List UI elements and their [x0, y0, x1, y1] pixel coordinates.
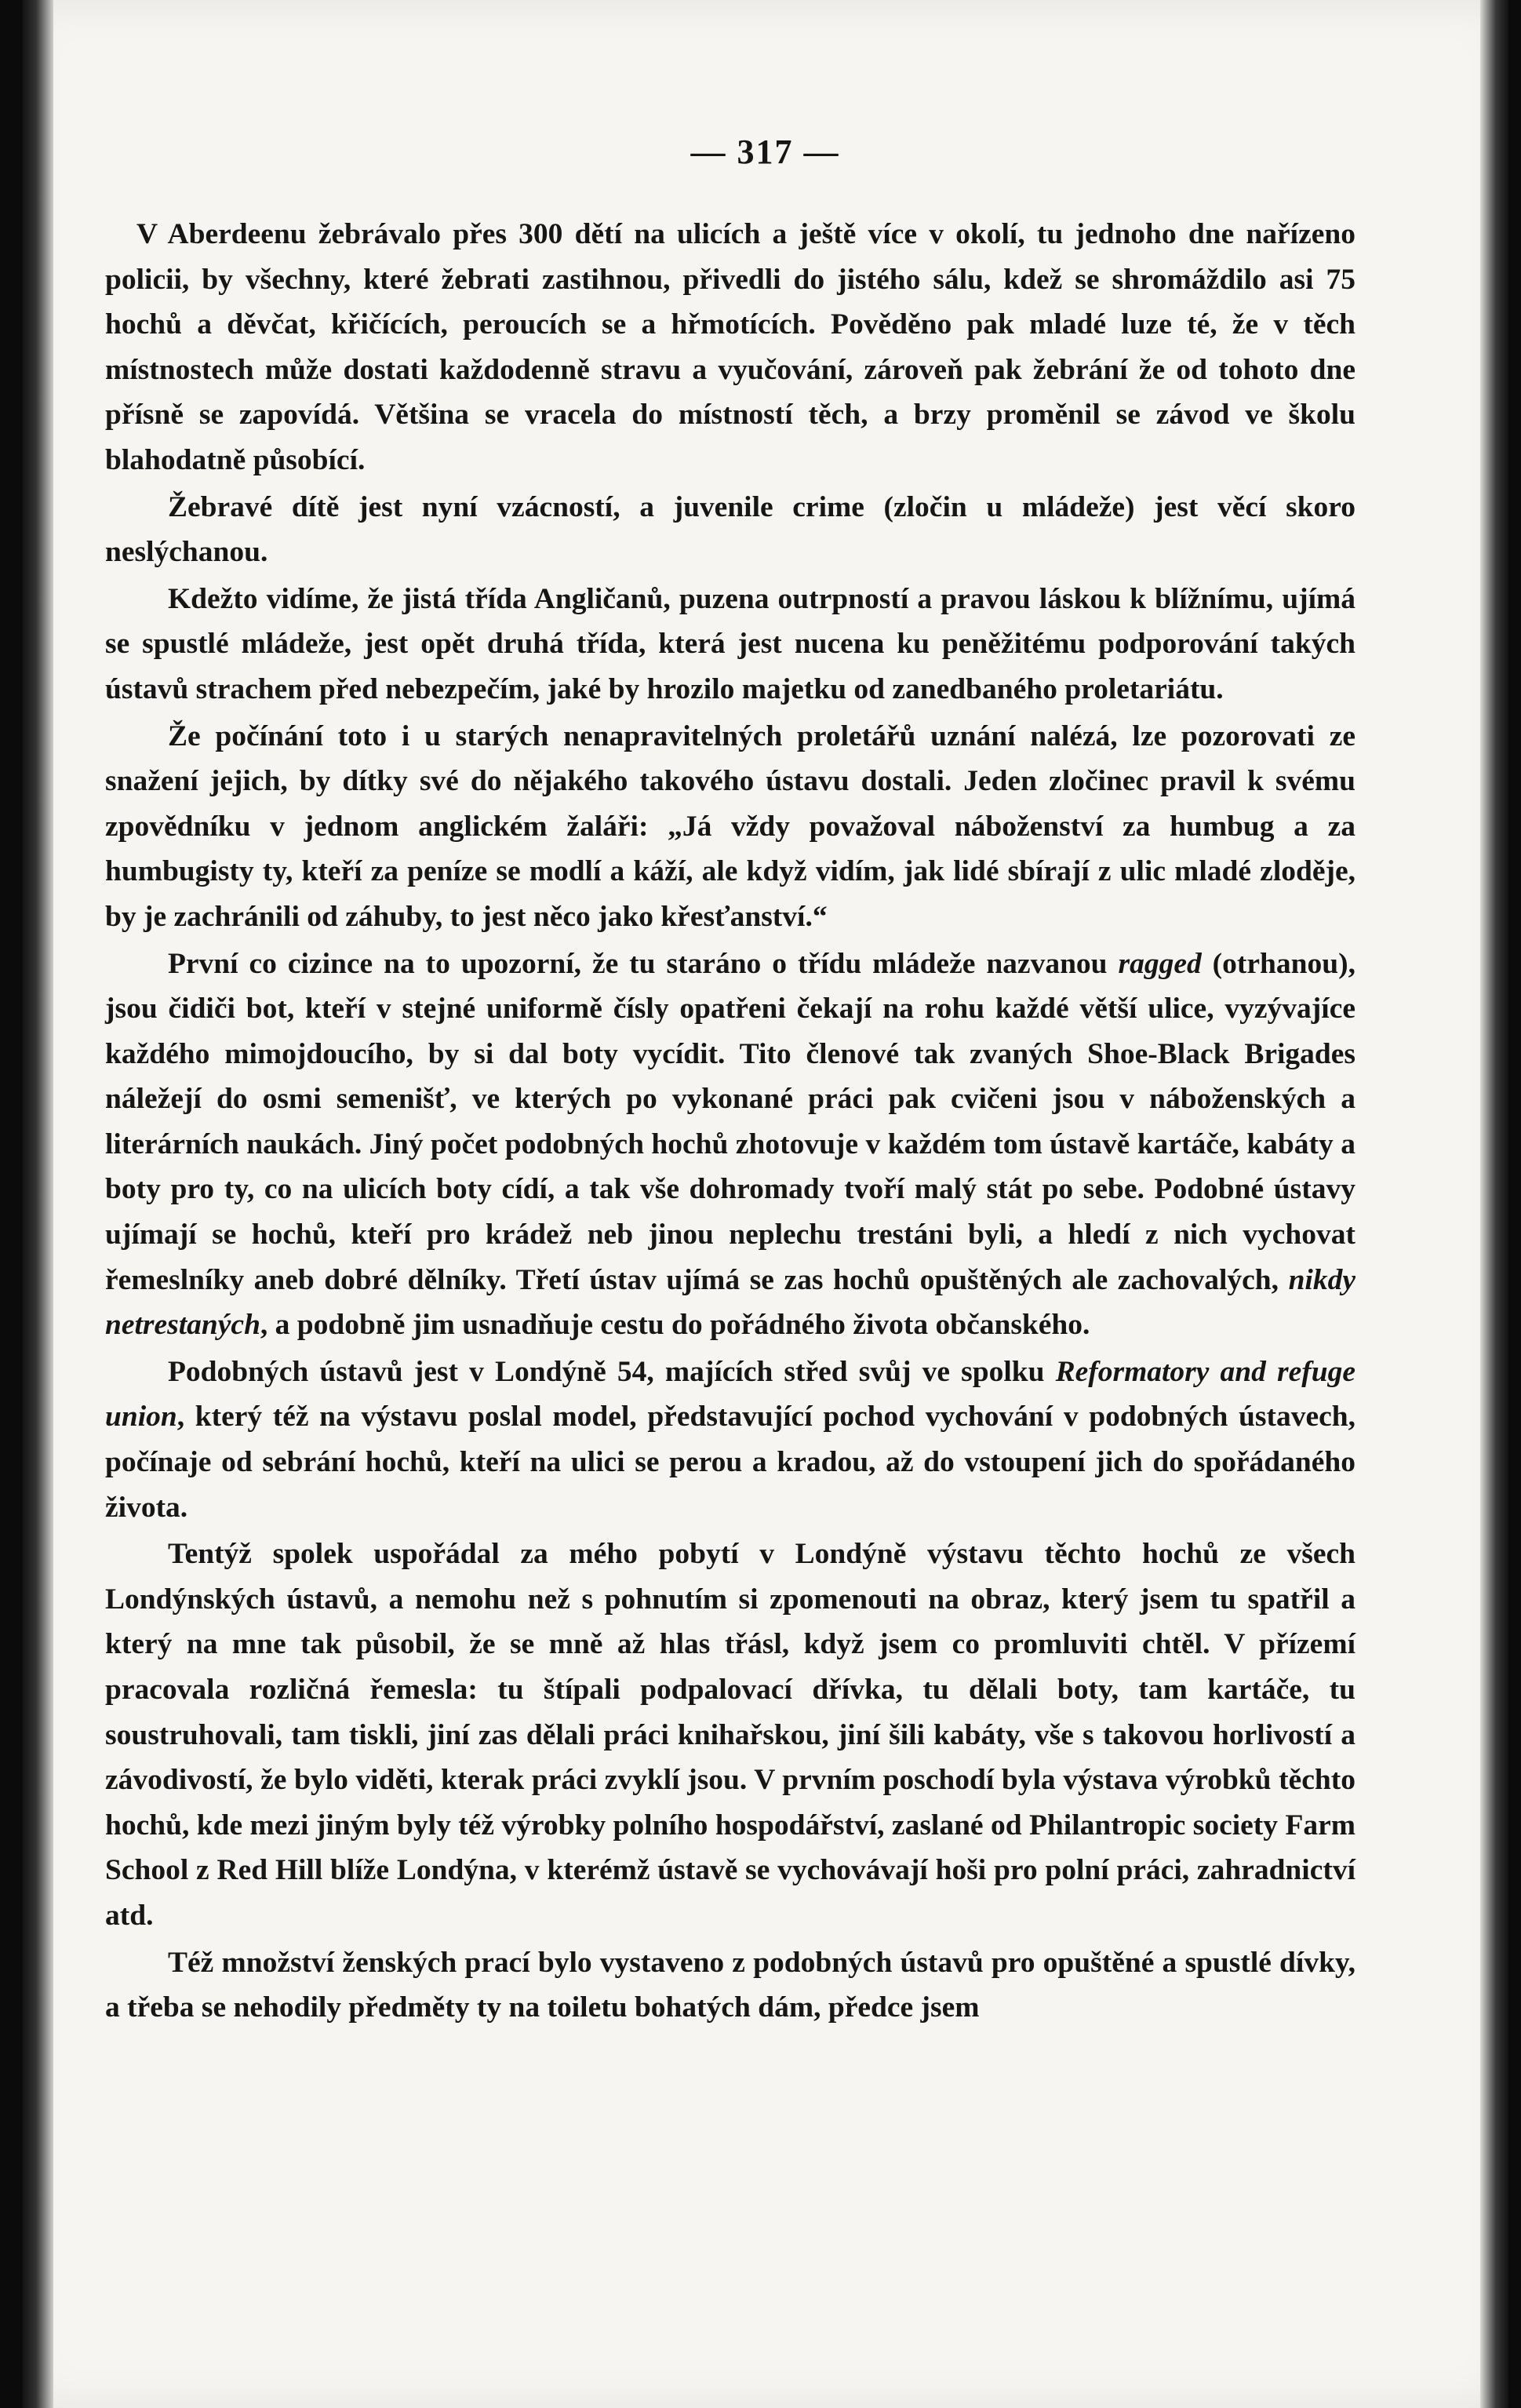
paragraph-4: Že počínání toto i u starých nenapravitelných proletářů uznání nalézá, lze pozorovati ze snažení jejich, by dítky své do nějakého takového ústavu dostali. Jeden zločinec pravil k svému zpovědníku v jednom anglickém žaláři: „Já vždy považoval náboženství za humbug a za humbugisty ty, kteří za peníze se modlí a káží, ale když vidím, jak lidé sbírají z ulic mladé zloděje, by je zachránili od záhuby, to jest něco jako křesťanství.“: [105, 719, 1355, 933]
paragraph-5-italic-nikdy-netrestanych: nikdy netrestaných: [105, 1263, 1355, 1342]
paragraph-6-part-2: , který též na výstavu poslal model, představující pochod vychování v podobných ústavech, počínaje od sebrání hochů, kteří na ulici se perou a kradou, až do vstoupení jich do spořádaného života.: [105, 1401, 1355, 1524]
paragraph-5: [105, 942, 1355, 1348]
paragraph-7: Tentýž spolek uspořádal za mého pobytí v Londýně výstavu těchto hochů ze všech Londýnských ústavů, a nemohu než s pohnutím si zpomenouti na obraz, který jsem tu spatřil a který na mne tak působil, že se mně až hlas třásl, když jsem co promluviti chtěl. V přízemí pracovala rozličná řemesla: tu štípali podpalovací dřívka, tu dělali boty, tam kartáče, tu soustruhovali, tam tiskli, jiní zas dělali práci knihařskou, jiní šili kabáty, vše s takovou horlivostí a závodivostí, že bylo viděti, kterak práci zvyklí jsou. V prvním poschodí byla výstava výrobků těchto hochů, kde mezi jiným byly též výrobky polního hospodářství, zaslané od Philantropic society Farm School z Red Hill blíže Londýna, v kterémž ústavě se vychovávají hoši pro polní práci, zahradnictví atd.: [105, 1538, 1355, 1932]
body-text: [105, 212, 1355, 2031]
page-number: — 317 —: [690, 133, 840, 171]
paragraph-5-part-2: (otrhanou), jsou čidiči bot, kteří v stejné uniformě čísly opatřeni čekají na rohu každé větší ulice, vyzývajíce každého mimojdoucího, by si dal boty vycídit. Tito členové tak zvaných Shoe-Black Brigades náležejí do osmi semenišť, ve kterých po vykonané práci pak cvičeni jsou v náboženských a literárních naukách. Jiný počet podobných hochů zhotovuje v každém tom ústavě kartáče, kabáty a boty pro ty, co na ulicích boty cídí, a tak vše dohromady tvoří malý stát po sebe. Podobné ústavy ujímají se hochů, kteří pro krádež neb jinou neplechu trestáni byli, a hledí z nich vychovat řemeslníky aneb dobré dělníky. Třetí ústav ujímá se zas hochů opuštěných ale zachovalých,: [105, 947, 1355, 1296]
paragraph-8: Též množství ženských prací bylo vystaveno z podobných ústavů pro opuštěné a spustlé dívky, a třeba se nehodily předměty ty na toiletu bohatých dám, předce jsem: [105, 1946, 1355, 2024]
paragraph-5-part-3: , a podobně jim usnadňuje cestu do pořádného života občanského.: [260, 1309, 1090, 1342]
book-page: [22, 0, 1508, 2408]
page-right-edge-shadow: [1480, 0, 1508, 2408]
paragraph-2: Žebravé dítě jest nyní vzácností, a juvenile crime (zločin u mládeže) jest věcí skoro neslýchanou.: [105, 490, 1355, 569]
paragraph-1: V Aberdeenu žebrávalo přes 300 dětí na ulicích a ještě více v okolí, tu jednoho dne nařízeno policii, by všechny, které žebrati zastihnou, přivedli do jistého sálu, kdež se shromáždilo asi 75 hochů a děvčat, křičících, peroucích se a hřmotících. Pověděno pak mladé luze té, že v těch místnostech může dostati každodenně stravu a vyučování, zároveň pak žebrání že od tohoto dne přísně se zapovídá. Většina se vracela do místností těch, a brzy proměnil se závod ve školu blahodatně působící.: [105, 218, 1355, 476]
paragraph-6-italic-union-name: Reformatory and refuge union: [105, 1355, 1355, 1434]
paragraph-6: [105, 1350, 1355, 1530]
paragraph-5-italic-ragged: ragged: [1118, 947, 1202, 980]
paragraph-5-part-1: První co cizince na to upozorní, že tu staráno o třídu mládeže nazvanou: [168, 947, 1119, 980]
paragraph-3: Kdežto vidíme, že jistá třída Angličanů, puzena outrpností a pravou láskou k blížnímu, ujímá se spustlé mládeže, jest opět druhá třída, která jest nucena ku peněžitému podporování takých ústavů strachem před nebezpečím, jaké by hrozilo majetku od zanedbaného proletariátu.: [105, 582, 1355, 705]
paragraph-6-part-1: Podobných ústavů jest v Londýně 54, majících střed svůj ve spolku: [168, 1355, 1056, 1388]
page-left-edge-shadow: [22, 0, 53, 2408]
